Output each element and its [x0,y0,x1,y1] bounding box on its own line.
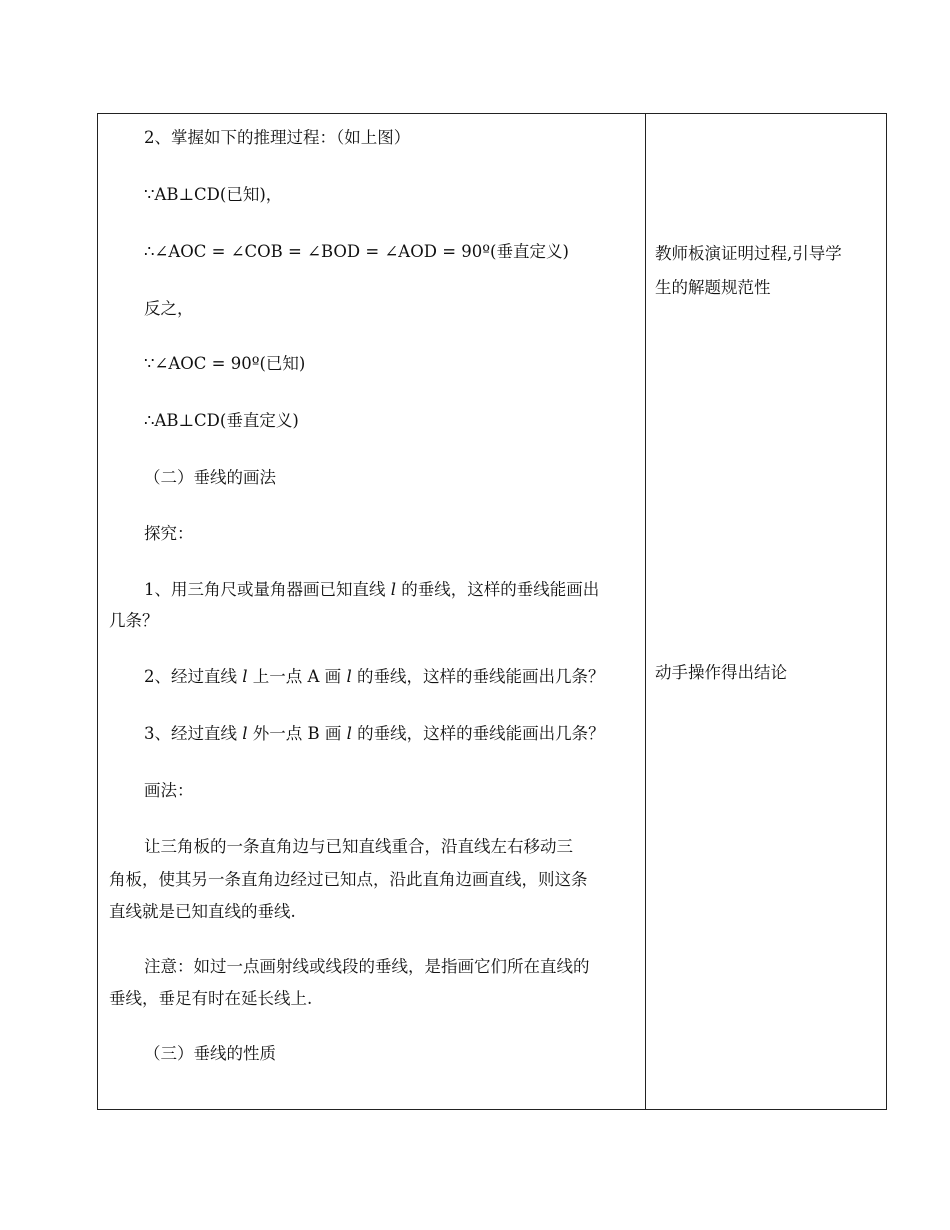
note-line-2: 垂线，垂足有时在延长线上. [109,989,313,1008]
section-2-heading: （二）垂线的画法 [144,468,276,487]
q3-line-symbol-2: l [346,724,352,743]
proof-line-4: ∴AB⊥CD(垂直定义) [144,411,299,430]
column-divider [645,113,646,1110]
q2-line-symbol: l [242,667,248,686]
proof-line-2: ∴∠AOC = ∠COB = ∠BOD = ∠AOD = 90º(垂直定义) [144,242,569,261]
teacher-note-1-line-b: 生的解题规范性 [655,278,771,297]
q2-text-e: 的垂线，这样的垂线能画出几条？ [351,667,605,686]
section-3-heading: （三）垂线的性质 [144,1044,276,1063]
teacher-note-1 [655,237,883,305]
q3-text-e: 的垂线，这样的垂线能画出几条？ [351,724,605,743]
question-1-cont: 几条？ [109,611,159,630]
method-line-1: 让三角板的一条直角边与已知直线重合，沿直线左右移动三 [144,837,573,856]
teacher-note-2: 动手操作得出结论 [655,663,787,682]
q2-text-c: 上一点 A 画 [247,667,347,686]
note-line-1: 注意：如过一点画射线或线段的垂线，是指画它们所在直线的 [144,957,590,976]
q2-text-a: 2、经过直线 [144,667,243,686]
teacher-note-1-line-a: 教师板演证明过程,引导学 [655,244,842,263]
q1-line-symbol: l [390,580,397,599]
q3-text-a: 3、经过直线 [144,724,243,743]
converse-label: 反之， [144,299,194,318]
proof-line-3: ∵∠AOC = 90º(已知) [144,354,306,373]
q2-line-symbol-2: l [346,667,352,686]
q3-text-c: 外一点 B 画 [247,724,347,743]
method-label: 画法： [144,781,194,800]
explore-label: 探究： [144,524,194,543]
question-3 [144,717,605,751]
q1-text-c: 的垂线，这样的垂线能画出 [396,580,600,599]
q1-text-a: 1、用三角尺或量角器画已知直线 [144,580,391,599]
question-1 [144,573,599,607]
q3-line-symbol: l [242,724,248,743]
method-line-3: 直线就是已知直线的垂线. [109,902,296,921]
step-2-heading: 2、掌握如下的推理过程：（如上图） [144,128,411,147]
question-2 [144,660,604,694]
proof-line-1: ∵AB⊥CD(已知)， [144,185,283,204]
method-line-2: 角板，使其另一条直角边经过已知点，沿此直角边画直线，则这条 [109,870,588,889]
